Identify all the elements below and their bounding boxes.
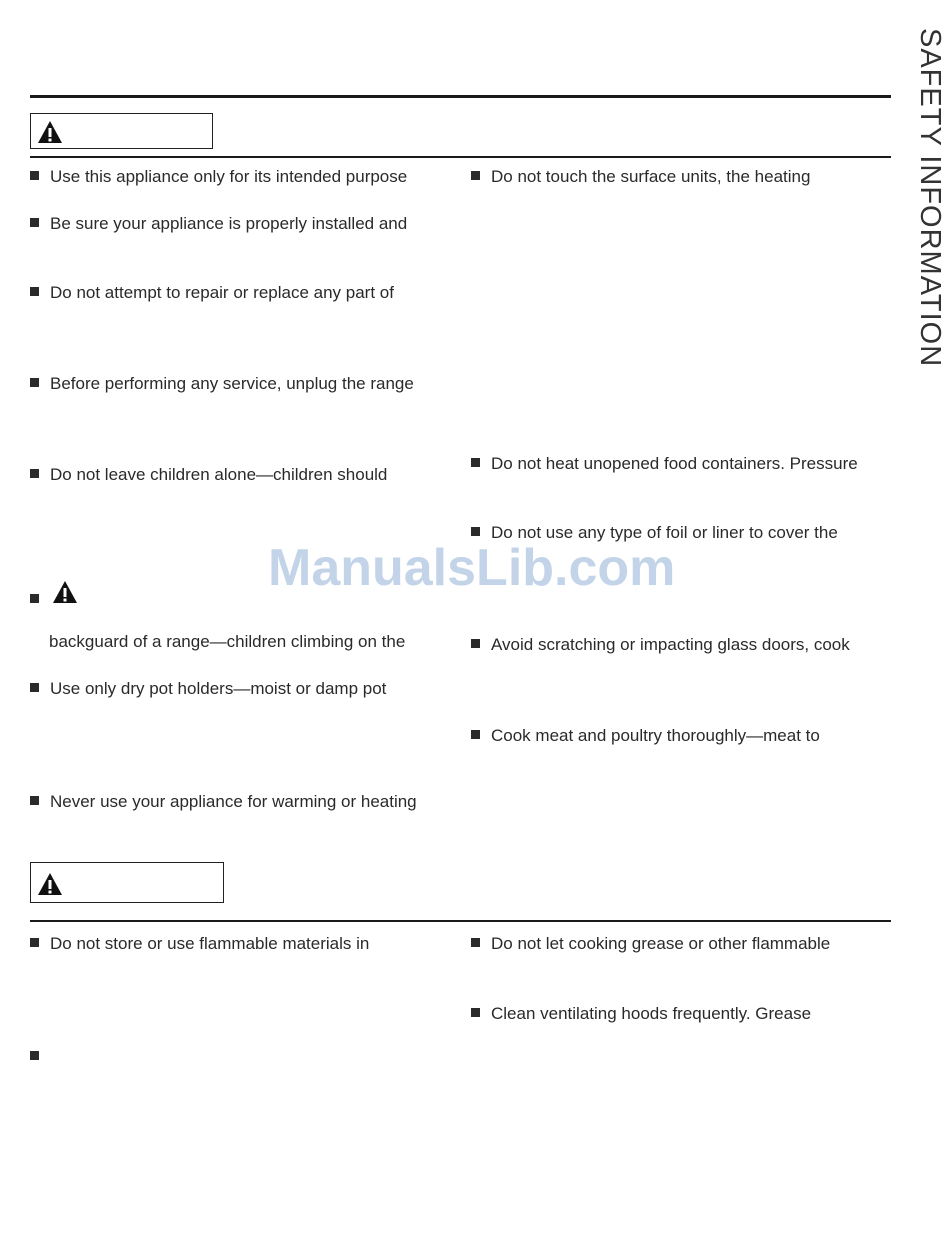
bullet: [30, 594, 39, 603]
warning-label-box: [30, 113, 213, 149]
list-item: Do not store or use flammable materials in: [30, 934, 369, 954]
section-rule: [30, 156, 891, 158]
bullet: [30, 1051, 39, 1060]
bullet: [30, 683, 39, 692]
list-item: Use this appliance only for its intended purpose: [30, 167, 407, 187]
list-item: Cook meat and poultry thoroughly—meat to: [471, 726, 820, 746]
watermark: ManualsLib.com: [268, 539, 676, 597]
list-item: Do not attempt to repair or replace any part of: [30, 283, 394, 303]
bullet: [30, 218, 39, 227]
bullet: [471, 171, 480, 180]
warning-icon: [37, 872, 63, 896]
warning-label-box: [30, 862, 224, 903]
list-item: Never use your appliance for warming or heating: [30, 792, 417, 812]
list-item: Avoid scratching or impacting glass doors, cook: [471, 635, 850, 655]
list-item: Do not heat unopened food containers. Pressure: [471, 454, 858, 474]
side-section-title: SAFETY INFORMATION: [914, 28, 946, 368]
bullet: [30, 469, 39, 478]
bullet: [471, 730, 480, 739]
bullet: [471, 938, 480, 947]
bullet: [471, 458, 480, 467]
list-item: Do not leave children alone—children should: [30, 465, 387, 485]
list-item: Be sure your appliance is properly installed and: [30, 214, 407, 234]
top-rule: [30, 95, 891, 98]
list-item: Do not touch the surface units, the heating: [471, 167, 810, 187]
bullet: [30, 938, 39, 947]
warning-icon: [37, 120, 63, 144]
list-item: Do not let cooking grease or other flammable: [471, 934, 830, 954]
bullet: [30, 378, 39, 387]
bullet: [30, 171, 39, 180]
bullet: [471, 639, 480, 648]
list-item-continuation: backguard of a range—children climbing on the: [49, 632, 406, 651]
bullet: [30, 796, 39, 805]
bullet: [471, 1008, 480, 1017]
bullet: [30, 287, 39, 296]
bullet: [471, 527, 480, 536]
list-item: [30, 1047, 50, 1067]
list-item: Do not use any type of foil or liner to cover the: [471, 523, 838, 543]
list-item: Before performing any service, unplug the range: [30, 374, 414, 394]
list-item: [30, 590, 50, 610]
list-item: Clean ventilating hoods frequently. Grease: [471, 1004, 811, 1024]
warning-icon: [52, 580, 78, 604]
list-item: Use only dry pot holders—moist or damp pot: [30, 679, 386, 699]
section-rule: [30, 920, 891, 922]
